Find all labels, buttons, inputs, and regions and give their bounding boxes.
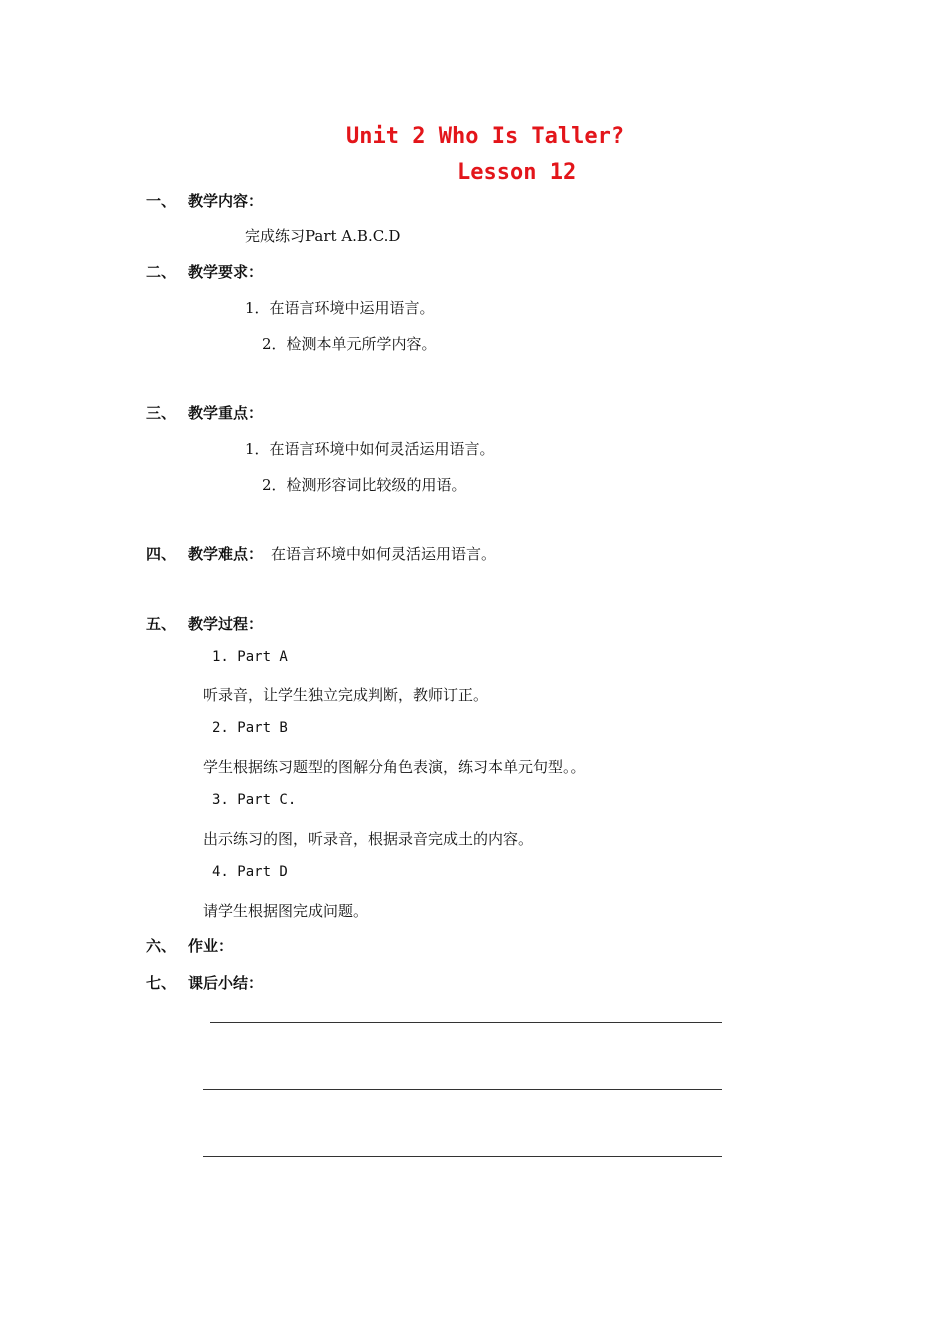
section-3-label: 教学重点： — [188, 404, 264, 422]
section-7-number: 七、 — [146, 974, 177, 992]
section-2-label: 教学要求： — [188, 263, 264, 281]
doc-title: Unit 2 Who Is Taller? — [346, 124, 625, 149]
process-text-2: 学生根据练习题型的图解分角色表演，练习本单元句型。。 — [203, 758, 586, 776]
requirement-item-2: 2．检测本单元所学内容。 — [262, 335, 437, 353]
summary-line-1 — [210, 1022, 722, 1023]
difficulty-text: 在语言环境中如何灵活运用语言。 — [271, 545, 497, 563]
process-heading-3: 3. Part C. — [212, 792, 297, 808]
summary-line-3 — [203, 1156, 722, 1157]
key-point-item-1: 1．在语言环境中如何灵活运用语言。 — [245, 440, 495, 458]
section-6-label: 作业： — [188, 937, 234, 955]
section-4-label: 教学难点： — [188, 545, 264, 563]
section-5-label: 教学过程： — [188, 615, 264, 633]
section-5-number: 五、 — [146, 615, 177, 633]
process-heading-4: 4. Part D — [212, 864, 288, 880]
section-7-label: 课后小结： — [188, 974, 264, 992]
section-4-number: 四、 — [146, 545, 177, 563]
section-1-number: 一、 — [146, 192, 177, 210]
section-3-number: 三、 — [146, 404, 177, 422]
lesson-subtitle: Lesson 12 — [457, 160, 577, 185]
key-point-item-2: 2．检测形容词比较级的用语。 — [262, 476, 467, 494]
section-2-number: 二、 — [146, 263, 177, 281]
section-6-number: 六、 — [146, 937, 177, 955]
content-line: 完成练习Part A.B.C.D — [245, 227, 401, 245]
process-heading-1: 1. Part A — [212, 649, 288, 665]
section-1-label: 教学内容： — [188, 192, 264, 210]
process-text-3: 出示练习的图，听录音，根据录音完成土的内容。 — [203, 830, 534, 848]
summary-line-2 — [203, 1089, 722, 1090]
requirement-item-1: 1．在语言环境中运用语言。 — [245, 299, 435, 317]
process-heading-2: 2. Part B — [212, 720, 288, 736]
process-text-4: 请学生根据图完成问题。 — [203, 902, 369, 920]
process-text-1: 听录音，让学生独立完成判断，教师订正。 — [203, 686, 489, 704]
